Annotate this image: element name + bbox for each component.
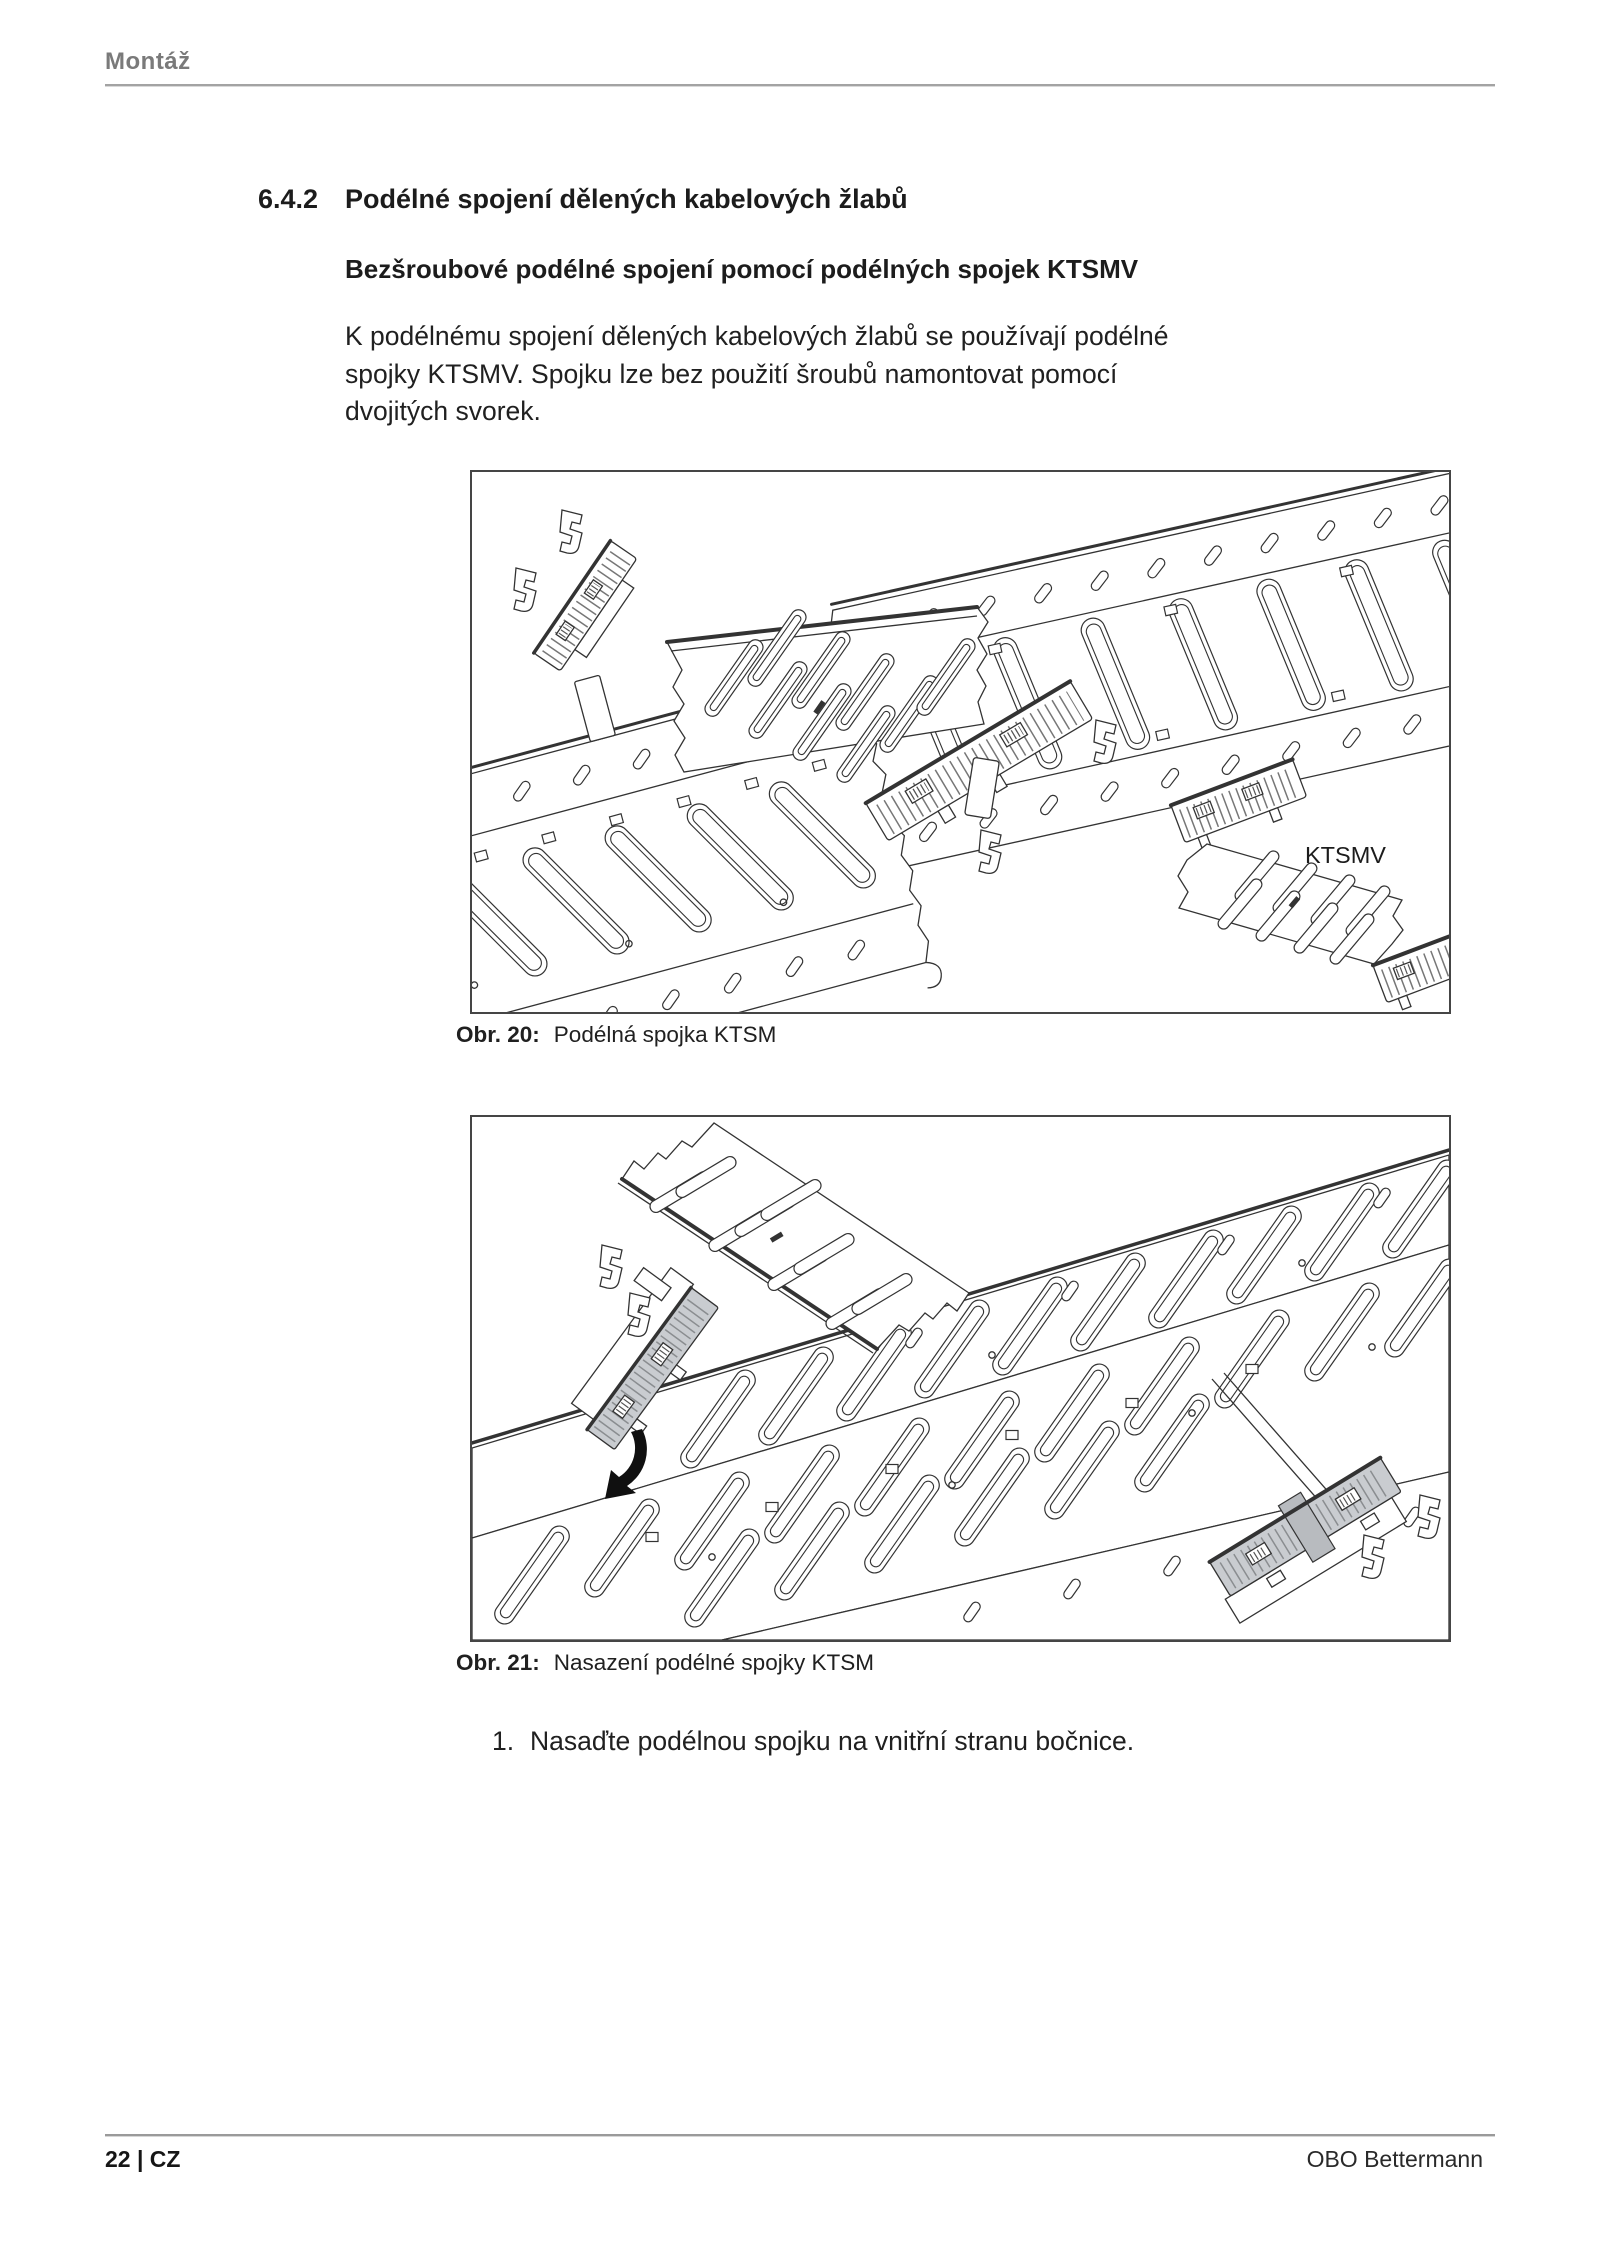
footer-rule (105, 2134, 1495, 2136)
double-clamp-icon (1418, 1495, 1440, 1538)
figure-21-caption-label: Obr. 21: (456, 1650, 540, 1675)
paragraph-line: dvojitých svorek. (345, 396, 541, 426)
figure-20-caption (456, 1022, 776, 1048)
paragraph-line: spojky KTSMV. Spojku lze bez použití šroubů namontovat pomocí (345, 358, 1118, 389)
double-clamp-icon (1094, 720, 1116, 763)
section-title: Podélné spojení dělených kabelových žlabů (345, 184, 908, 214)
figure-20 (470, 470, 1451, 1014)
body-paragraph (345, 318, 1175, 431)
page-header-title: Montáž (105, 48, 191, 75)
figure-20-caption-text: Podélná spojka KTSM (553, 1022, 777, 1047)
figure-21-drawing (472, 1117, 1449, 1640)
double-clamp-icon (628, 1293, 650, 1336)
figure-21 (470, 1115, 1451, 1642)
footer-page-number: 22 | CZ (105, 2146, 181, 2172)
section-subtitle: Bezšroubové podélné spojení pomocí podélných spojek KTSMV (345, 254, 1139, 284)
figure-20-drawing (472, 472, 1449, 1012)
double-clamp-icon (514, 568, 536, 611)
ktsmv-label: KTSMV (1305, 842, 1386, 868)
header-rule (105, 84, 1495, 86)
double-clamp-icon (560, 510, 582, 553)
tray-end-plate (574, 675, 615, 742)
section-number: 6.4.2 (258, 184, 319, 214)
double-clamp-icon (1362, 1535, 1384, 1578)
double-clamp-icon (600, 1245, 622, 1288)
figure-20-caption-label: Obr. 20: (456, 1022, 540, 1047)
figure-21-caption-text: Nasazení podélné spojky KTSM (553, 1650, 874, 1675)
figure-21-caption (456, 1650, 874, 1676)
double-clamp-icon (979, 830, 1001, 873)
instruction-step-1 (492, 1726, 1134, 1757)
paragraph-line: K podélnému spojení dělených kabelových žlabů se používají podélné (345, 321, 1169, 351)
step-text: Nasaďte podélnou spojku na vnitřní stranu bočnice. (530, 1726, 1135, 1756)
ktsmv-assembly (1171, 759, 1449, 1012)
footer-company: OBO Bettermann (1306, 2146, 1483, 2172)
ktsm-connector-left (534, 541, 649, 679)
step-number: 1. (492, 1726, 515, 1756)
